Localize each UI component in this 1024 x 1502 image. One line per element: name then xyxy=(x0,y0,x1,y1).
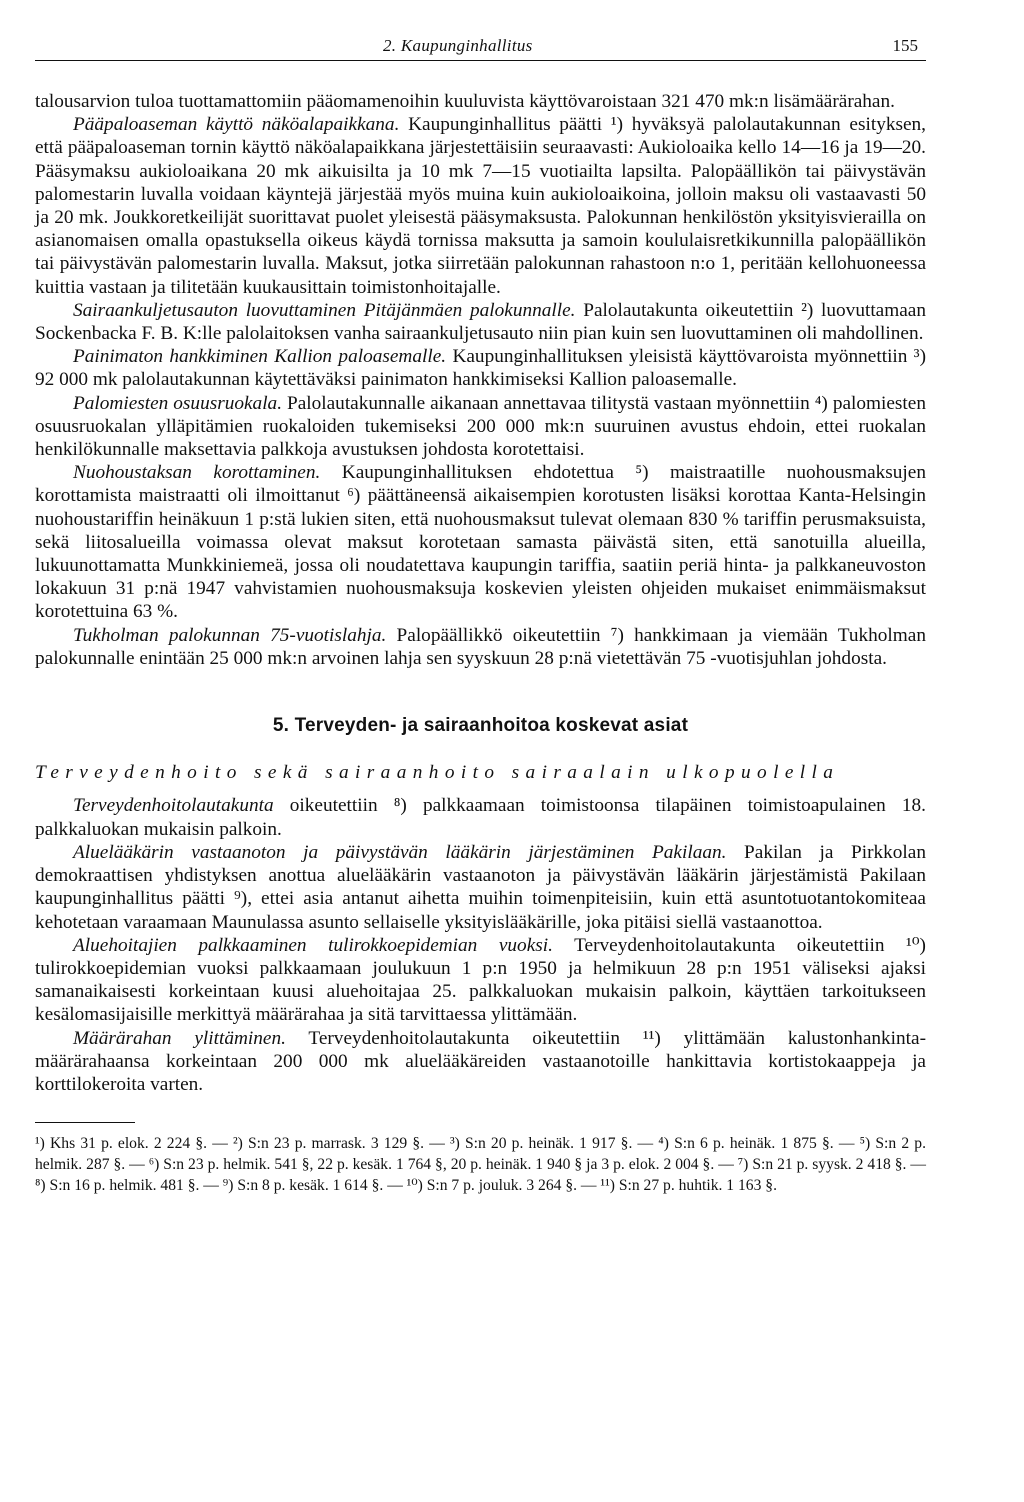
paragraph xyxy=(35,299,926,345)
paragraph-heading: Pääpaloaseman käyttö näköalapaikkana. xyxy=(73,114,400,136)
paragraph-text: talousarvion tuloa tuottamattomiin pääomamenoihin kuuluvista käyttövaroistaan 321 470 mk:n lisämäärärahan. xyxy=(35,91,895,112)
paragraph xyxy=(35,113,926,299)
health-care-section xyxy=(35,794,926,1096)
paragraph-text: Palopäällikkö oikeutettiin ⁷) hankkimaan ja viemään Tukholman palokunnalle enintään 25 000 mk:n arvoinen lahja sen syyskuun 28 p:nä vietettävän 75 -vuotisjuhlan johdosta. xyxy=(35,624,926,669)
paragraph-text: oikeutettiin ⁸) palkkaamaan toimistoonsa tilapäinen toimistoapulainen 18. palkkaluokan mukaisin palkoin. xyxy=(35,795,926,840)
paragraph-heading: Terveydenhoitolautakunta xyxy=(73,795,274,817)
paragraph-heading: Palomiesten osuusruokala. xyxy=(73,392,283,414)
paragraph-heading: Aluehoitajien palkkaaminen tulirokkoepidemian vuoksi. xyxy=(73,934,553,956)
paragraph-text: Kaupunginhallitus päätti ¹) hyväksyä palolautakunnan esityksen, että pääpaloaseman tornin käyttö näköalapaikkana järjestettäisiin seuraavasti: Aukioloaika kello 14—16 ja 19—20. Pääsymaksu aukioloaikana 20 mk aikuisilta ja 10 mk 7—15 vuotiailta lapsilta. Palopäällikön tai päivystävän palomestarin luvalla voidaan käyntejä järjestää myös muina kuin aukioloaikoina, jolloin maksu oli vastaavasti 50 ja 20 mk. Joukkoretkeilijät suorittavat puolet yleisestä pääsymaksusta. Palokunnan henkilöstön yksityisvierailla on asianomaisen omalla opastuksella oikeus käydä tornissa maksutta ja samoin koululaisretkikunnilla palopäällikön tai päivystävän palomestarin luvalla. Maksut, jotka siirretään palokunnan rahastoon n:o 1, peritään kellohuoneessa kuittia vastaan ja tilitetään kuukausittain toimistonhoitajalle. xyxy=(35,114,926,298)
paragraph xyxy=(35,624,926,670)
subsection-heading: Terveydenhoito sekä sairaanhoito sairaalain ulkopuolella xyxy=(35,762,840,784)
paragraph xyxy=(35,345,926,391)
fire-department-section xyxy=(35,90,926,670)
footnotes: ¹) Khs 31 p. elok. 2 224 §. — ²) S:n 23 p. marrask. 3 129 §. — ³) S:n 20 p. heinäk. 1 917 §. — ⁴) S:n 6 p. heinäk. 1 875 §. — ⁵) S:n 2 p. helmik. 287 §. — ⁶) S:n 23 p. helmik. 541 §, 22 p. kesäk. 1 764 §, 20 p. heinäk. 1 940 § ja 3 p. elok. 2 004 §. — ⁷) S:n 21 p. syysk. 2 418 §. — ⁸) S:n 16 p. helmik. 481 §. — ⁹) S:n 8 p. kesäk. 1 614 §. — ¹⁰) S:n 7 p. jouluk. 3 264 §. — ¹¹) S:n 27 p. huhtik. 1 163 §. xyxy=(35,1135,926,1195)
paragraph xyxy=(35,1027,926,1097)
paragraph-text: Terveydenhoitolautakunta oikeutettiin ¹¹) ylittämään kalustonhankinta-määrärahaansa korkeintaan 200 000 mk aluelääkäreiden vastaanotoille hankittavia kortistokaappeja ja korttilokeroita varten. xyxy=(35,1027,926,1095)
paragraph-text: Palolautakunnalle aikanaan annettavaa tilitystä vastaan myönnettiin ⁴) palomiesten osuusruokalan ylläpitämien ruokaloiden tukemiseksi 200 000 mk:n suuruinen avustus ehdoin, ettei ruokalan henkilökunnalle maksettavia palkkoja avustuksen johdosta korotettaisi. xyxy=(35,392,926,461)
paragraph xyxy=(35,841,926,934)
paragraph xyxy=(35,392,926,462)
running-header xyxy=(35,34,926,60)
running-header-title: 2. Kaupunginhallitus xyxy=(383,36,533,55)
paragraph xyxy=(35,934,926,1027)
paragraph-text: Terveydenhoitolautakunta oikeutettiin ¹⁰) tulirokkoepidemian vuoksi palkkaamaan joulukuun 1 p:n 1950 ja helmikuun 28 p:n 1951 väliseksi ajaksi samanaikaisesti korkeintaan kuusi aluehoitajaa 25. palkkaluokan mukaisin palkoin, käyttäen tarkoitukseen kesälomasijaisille merkittyä määrärahaa ja sitä tarvittaessa ylittämään. xyxy=(35,934,926,1026)
document-page xyxy=(35,34,926,1195)
footnote-rule xyxy=(35,1122,135,1123)
paragraph-heading: Aluelääkärin vastaanoton ja päivystävän lääkärin järjestäminen Pakilaan. xyxy=(73,841,727,863)
paragraph xyxy=(35,794,926,840)
section-heading: 5. Terveyden- ja sairaanhoitoa koskevat asiat xyxy=(272,715,689,737)
header-rule xyxy=(35,60,926,61)
paragraph-text: Palolautakunta oikeutettiin ²) luovuttamaan Sockenbacka F. B. K:lle palolaitoksen vanha sairaankuljetusauto niin pian kuin sen luovuttaminen oli mahdollinen. xyxy=(35,299,926,345)
page-number: 155 xyxy=(892,36,918,55)
paragraph-heading: Tukholman palokunnan 75-vuotislahja. xyxy=(73,624,387,646)
paragraph-text: Pakilan ja Pirkkolan demokraattisen yhdistyksen anottua aluelääkärin vastaanoton ja päivystävän lääkärin järjestämistä Pakilaan kaupunginhallitus päätti ⁹), ettei asia antanut aihetta muihin toimenpiteisiin, kuin että asuntotuotantokomiteaa kehotetaan varaamaan Maunulassa asunto sellaiselle yksityislääkärille, joka pitäisi siellä vastaanottoa. xyxy=(35,841,926,933)
paragraph-heading: Sairaankuljetusauton luovuttaminen Pitäjänmäen palokunnalle. xyxy=(73,299,576,321)
paragraph xyxy=(35,461,926,623)
paragraph-heading: Määrärahan ylittäminen. xyxy=(73,1027,286,1049)
paragraph xyxy=(35,90,926,113)
paragraph-heading: Nuohoustaksan korottaminen. xyxy=(73,462,321,484)
paragraph-heading: Painimaton hankkiminen Kallion paloasemalle. xyxy=(73,346,447,368)
page-body xyxy=(35,90,926,1196)
paragraph-text: Kaupunginhallituksen yleisistä käyttövaroista myönnettiin ³) 92 000 mk palolautakunnan käytettäväksi painimaton hankkimiseksi Kallion paloasemalle. xyxy=(35,346,926,391)
paragraph-text: Kaupunginhallituksen ehdotettua ⁵) maistraatille nuohousmaksujen korottamista maistraatti oli ilmoittanut ⁶) päättäneensä aikaisempien korotusten lisäksi korottaa Kanta-Helsingin nuohoustariffin heinäkuun 1 p:stä lukien siten, että nuohousmaksut tulevat olemaan 830 % tariffin perusmaksuista, sekä liitosalueilla voimassa olevat maksut korotetaan samasta päivästä siten, että sanotuilla alueilla, lukuunottamatta Munkkiniemeä, jossa oli noudatettava kaupungin tariffia, saatiin periä hinta- ja palkkaneuvoston lokakuun 31 p:nä 1947 vahvistamien nuohousmaksuja koskevien yleisten ohjeiden mukaiset enimmäismaksut korotettuina 63 %. xyxy=(35,462,926,623)
